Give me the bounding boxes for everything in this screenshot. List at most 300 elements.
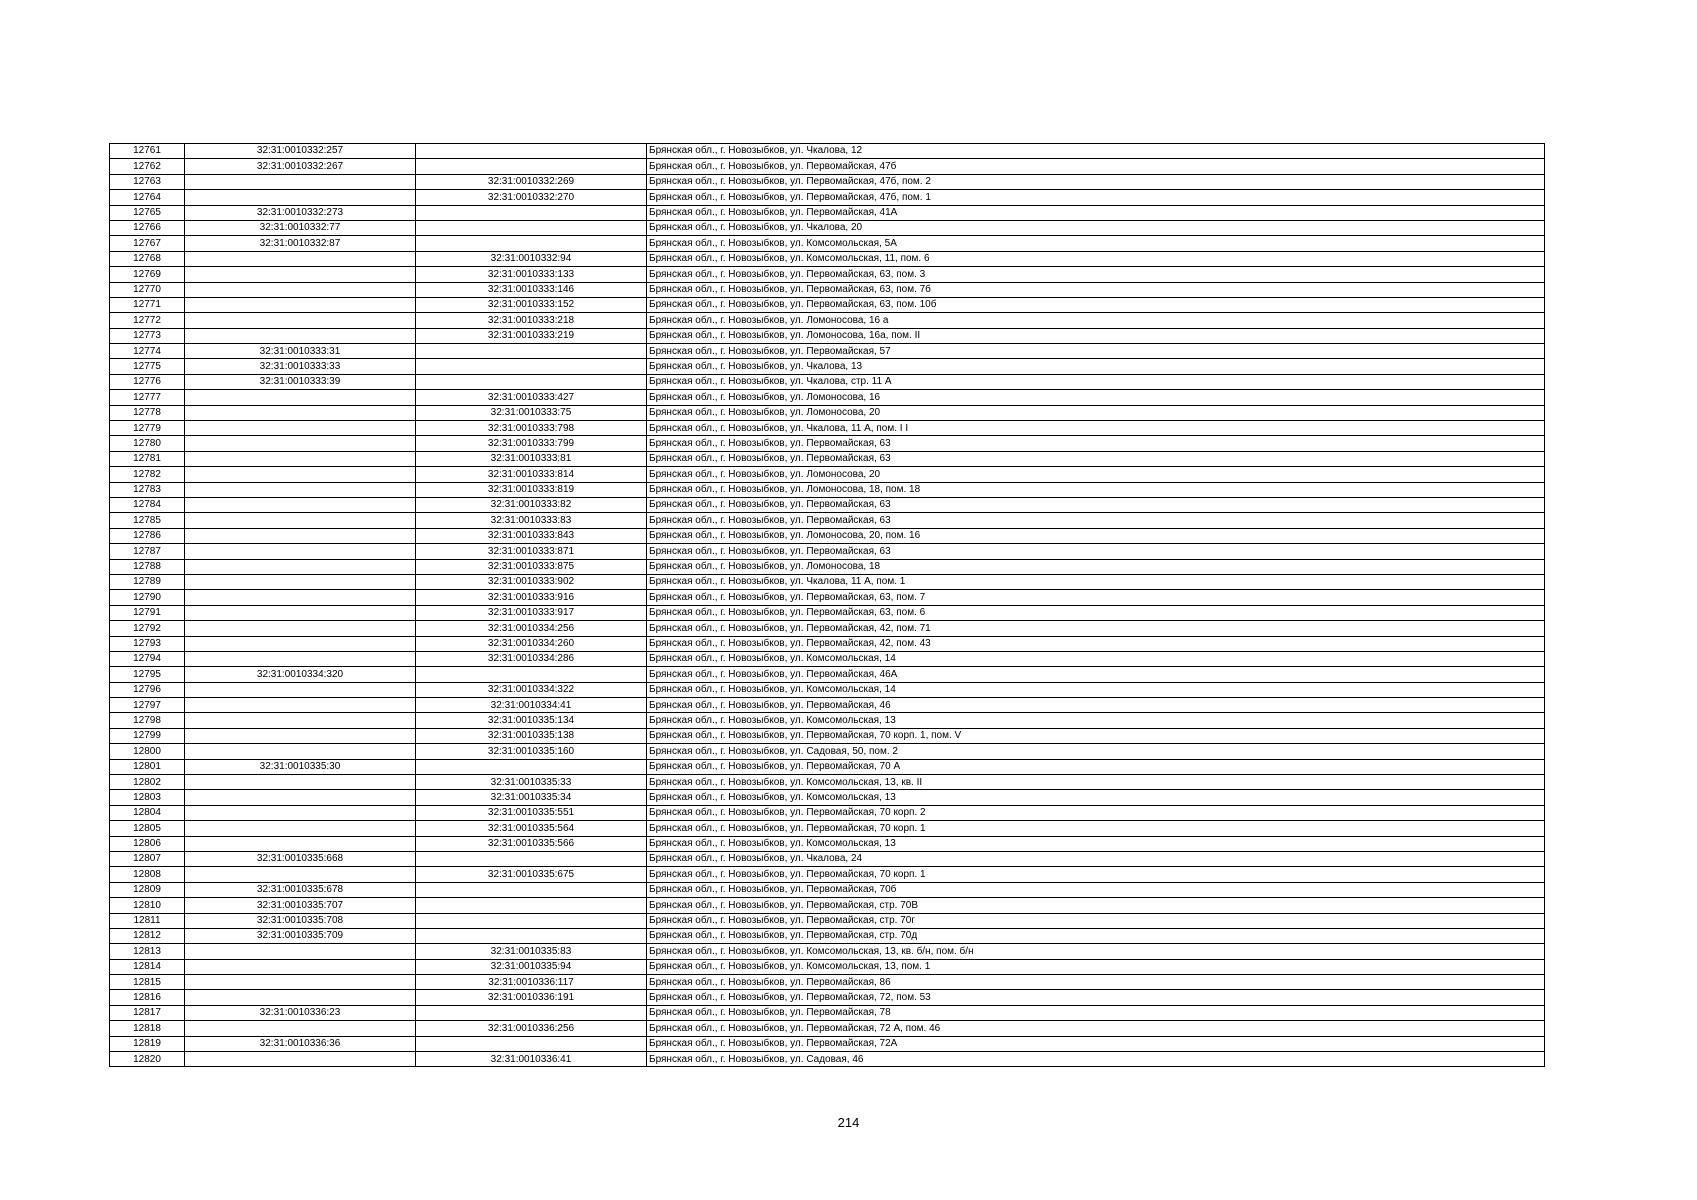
cadastral-number-cell: [185, 990, 416, 1005]
row-number-cell: 12816: [110, 990, 185, 1005]
row-number-cell: 12789: [110, 574, 185, 589]
cadastral-number-premises-cell: [416, 913, 647, 928]
table-row: [110, 513, 1545, 528]
row-number-cell: 12804: [110, 805, 185, 820]
cadastral-number-cell: [185, 174, 416, 189]
row-number-cell: 12770: [110, 282, 185, 297]
row-number-cell: 12780: [110, 436, 185, 451]
address-cell: Брянская обл., г. Новозыбков, ул. Комсомольская, 13, пом. 1: [647, 959, 1545, 974]
cadastral-number-premises-cell: [416, 144, 647, 159]
table-row: [110, 236, 1545, 251]
cadastral-number-cell: [185, 267, 416, 282]
address-cell: Брянская обл., г. Новозыбков, ул. Первомайская, 47б: [647, 159, 1545, 174]
table-row: [110, 190, 1545, 205]
table-row: [110, 944, 1545, 959]
table-row: [110, 990, 1545, 1005]
cadastral-number-cell: [185, 297, 416, 312]
table-row: [110, 390, 1545, 405]
row-number-cell: 12762: [110, 159, 185, 174]
address-cell: Брянская обл., г. Новозыбков, ул. Комсомольская, 5А: [647, 236, 1545, 251]
table-row: [110, 621, 1545, 636]
address-cell: Брянская обл., г. Новозыбков, ул. Ломоносова, 18: [647, 559, 1545, 574]
cadastral-number-premises-cell: 32:31:0010333:219: [416, 328, 647, 343]
address-cell: Брянская обл., г. Новозыбков, ул. Комсомольская, 11, пом. 6: [647, 251, 1545, 266]
address-cell: Брянская обл., г. Новозыбков, ул. Первомайская, 86: [647, 975, 1545, 990]
table-row: [110, 667, 1545, 682]
cadastral-number-premises-cell: 32:31:0010335:566: [416, 836, 647, 851]
address-cell: Брянская обл., г. Новозыбков, ул. Первомайская, 63, пом. 7: [647, 590, 1545, 605]
cadastral-number-premises-cell: 32:31:0010333:133: [416, 267, 647, 282]
table-row: [110, 174, 1545, 189]
cadastral-number-premises-cell: 32:31:0010333:843: [416, 528, 647, 543]
table-row: [110, 928, 1545, 943]
cadastral-number-cell: [185, 544, 416, 559]
cadastral-number-premises-cell: 32:31:0010335:33: [416, 775, 647, 790]
address-cell: Брянская обл., г. Новозыбков, ул. Первомайская, 63: [647, 513, 1545, 528]
table-row: [110, 636, 1545, 651]
cadastral-number-premises-cell: 32:31:0010333:819: [416, 482, 647, 497]
cadastral-number-premises-cell: 32:31:0010333:916: [416, 590, 647, 605]
address-cell: Брянская обл., г. Новозыбков, ул. Чкалова, стр. 11 А: [647, 374, 1545, 389]
cadastral-number-cell: [185, 251, 416, 266]
address-cell: Брянская обл., г. Новозыбков, ул. Первомайская, 63, пом. 6: [647, 605, 1545, 620]
address-cell: Брянская обл., г. Новозыбков, ул. Первомайская, 63: [647, 436, 1545, 451]
cadastral-number-cell: [185, 190, 416, 205]
row-number-cell: 12796: [110, 682, 185, 697]
cadastral-number-cell: [185, 405, 416, 420]
address-cell: Брянская обл., г. Новозыбков, ул. Первомайская, 70 корп. 1: [647, 867, 1545, 882]
address-cell: Брянская обл., г. Новозыбков, ул. Первомайская, стр. 70В: [647, 898, 1545, 913]
row-number-cell: 12786: [110, 528, 185, 543]
address-cell: Брянская обл., г. Новозыбков, ул. Чкалова, 11 А, пом. 1: [647, 574, 1545, 589]
table-row: [110, 959, 1545, 974]
row-number-cell: 12761: [110, 144, 185, 159]
table-row: [110, 405, 1545, 420]
cadastral-number-cell: [185, 282, 416, 297]
cadastral-number-premises-cell: 32:31:0010332:270: [416, 190, 647, 205]
row-number-cell: 12795: [110, 667, 185, 682]
cadastral-number-cell: [185, 790, 416, 805]
address-cell: Брянская обл., г. Новозыбков, ул. Первомайская, 72, пом. 53: [647, 990, 1545, 1005]
address-cell: Брянская обл., г. Новозыбков, ул. Первомайская, стр. 70г: [647, 913, 1545, 928]
cadastral-number-cell: 32:31:0010336:23: [185, 1005, 416, 1020]
table-row: [110, 775, 1545, 790]
address-cell: Брянская обл., г. Новозыбков, ул. Ломоносова, 20, пом. 16: [647, 528, 1545, 543]
address-cell: Брянская обл., г. Новозыбков, ул. Комсомольская, 13, кв. II: [647, 775, 1545, 790]
row-number-cell: 12774: [110, 344, 185, 359]
address-cell: Брянская обл., г. Новозыбков, ул. Первомайская, 41А: [647, 205, 1545, 220]
address-cell: Брянская обл., г. Новозыбков, ул. Чкалова, 11 А, пом. I I: [647, 421, 1545, 436]
address-cell: Брянская обл., г. Новозыбков, ул. Первомайская, 70 корп. 2: [647, 805, 1545, 820]
row-number-cell: 12785: [110, 513, 185, 528]
registry-table-body: [110, 144, 1545, 1067]
address-cell: Брянская обл., г. Новозыбков, ул. Первомайская, 63: [647, 544, 1545, 559]
cadastral-number-premises-cell: [416, 759, 647, 774]
cadastral-number-cell: [185, 1052, 416, 1067]
address-cell: Брянская обл., г. Новозыбков, ул. Первомайская, 46: [647, 698, 1545, 713]
address-cell: Брянская обл., г. Новозыбков, ул. Комсомольская, 13: [647, 713, 1545, 728]
address-cell: Брянская обл., г. Новозыбков, ул. Первомайская, 57: [647, 344, 1545, 359]
cadastral-number-cell: [185, 867, 416, 882]
table-row: [110, 482, 1545, 497]
cadastral-number-cell: [185, 636, 416, 651]
row-number-cell: 12810: [110, 898, 185, 913]
table-row: [110, 913, 1545, 928]
row-number-cell: 12787: [110, 544, 185, 559]
cadastral-number-cell: [185, 1021, 416, 1036]
cadastral-number-premises-cell: [416, 205, 647, 220]
cadastral-number-premises-cell: [416, 1005, 647, 1020]
cadastral-number-premises-cell: [416, 851, 647, 866]
table-row: [110, 559, 1545, 574]
table-row: [110, 344, 1545, 359]
page-number: 214: [837, 1115, 860, 1130]
table-row: [110, 975, 1545, 990]
cadastral-number-premises-cell: 32:31:0010333:814: [416, 467, 647, 482]
cadastral-number-cell: [185, 528, 416, 543]
cadastral-number-cell: [185, 513, 416, 528]
row-number-cell: 12811: [110, 913, 185, 928]
cadastral-number-premises-cell: 32:31:0010336:256: [416, 1021, 647, 1036]
table-row: [110, 1036, 1545, 1051]
cadastral-number-cell: [185, 775, 416, 790]
row-number-cell: 12794: [110, 651, 185, 666]
table-row: [110, 728, 1545, 743]
cadastral-number-premises-cell: 32:31:0010335:564: [416, 821, 647, 836]
cadastral-number-premises-cell: 32:31:0010335:160: [416, 744, 647, 759]
row-number-cell: 12775: [110, 359, 185, 374]
address-cell: Брянская обл., г. Новозыбков, ул. Первомайская, 63, пом. 3: [647, 267, 1545, 282]
cadastral-number-premises-cell: 32:31:0010333:82: [416, 497, 647, 512]
address-cell: Брянская обл., г. Новозыбков, ул. Садовая, 50, пом. 2: [647, 744, 1545, 759]
row-number-cell: 12773: [110, 328, 185, 343]
cadastral-number-cell: 32:31:0010333:33: [185, 359, 416, 374]
cadastral-number-premises-cell: [416, 220, 647, 235]
row-number-cell: 12814: [110, 959, 185, 974]
table-row: [110, 297, 1545, 312]
cadastral-number-cell: [185, 559, 416, 574]
row-number-cell: 12808: [110, 867, 185, 882]
row-number-cell: 12772: [110, 313, 185, 328]
address-cell: Брянская обл., г. Новозыбков, ул. Первомайская, 78: [647, 1005, 1545, 1020]
cadastral-number-premises-cell: 32:31:0010336:117: [416, 975, 647, 990]
address-cell: Брянская обл., г. Новозыбков, ул. Первомайская, 42, пом. 71: [647, 621, 1545, 636]
table-row: [110, 651, 1545, 666]
cadastral-number-cell: [185, 421, 416, 436]
address-cell: Брянская обл., г. Новозыбков, ул. Чкалова, 12: [647, 144, 1545, 159]
cadastral-number-premises-cell: 32:31:0010333:798: [416, 421, 647, 436]
cadastral-number-cell: [185, 328, 416, 343]
cadastral-number-cell: 32:31:0010332:267: [185, 159, 416, 174]
cadastral-number-premises-cell: 32:31:0010333:871: [416, 544, 647, 559]
address-cell: Брянская обл., г. Новозыбков, ул. Чкалова, 13: [647, 359, 1545, 374]
cadastral-number-cell: 32:31:0010334:320: [185, 667, 416, 682]
cadastral-number-cell: 32:31:0010335:709: [185, 928, 416, 943]
table-row: [110, 205, 1545, 220]
cadastral-number-premises-cell: 32:31:0010333:875: [416, 559, 647, 574]
cadastral-number-cell: [185, 682, 416, 697]
table-row: [110, 821, 1545, 836]
row-number-cell: 12771: [110, 297, 185, 312]
cadastral-number-cell: [185, 728, 416, 743]
cadastral-number-cell: 32:31:0010336:36: [185, 1036, 416, 1051]
address-cell: Брянская обл., г. Новозыбков, ул. Первомайская, стр. 70д: [647, 928, 1545, 943]
table-row: [110, 1021, 1545, 1036]
cadastral-number-cell: [185, 467, 416, 482]
row-number-cell: 12815: [110, 975, 185, 990]
address-cell: Брянская обл., г. Новозыбков, ул. Первомайская, 70б: [647, 882, 1545, 897]
row-number-cell: 12777: [110, 390, 185, 405]
row-number-cell: 12809: [110, 882, 185, 897]
table-row: [110, 1052, 1545, 1067]
cadastral-number-cell: 32:31:0010333:39: [185, 374, 416, 389]
table-row: [110, 682, 1545, 697]
row-number-cell: 12793: [110, 636, 185, 651]
cadastral-number-premises-cell: [416, 159, 647, 174]
cadastral-number-cell: 32:31:0010335:668: [185, 851, 416, 866]
row-number-cell: 12790: [110, 590, 185, 605]
address-cell: Брянская обл., г. Новозыбков, ул. Первомайская, 70 корп. 1, пом. V: [647, 728, 1545, 743]
cadastral-number-premises-cell: [416, 1036, 647, 1051]
cadastral-number-cell: [185, 574, 416, 589]
row-number-cell: 12813: [110, 944, 185, 959]
table-row: [110, 313, 1545, 328]
cadastral-number-premises-cell: [416, 667, 647, 682]
row-number-cell: 12798: [110, 713, 185, 728]
table-row: [110, 574, 1545, 589]
cadastral-number-premises-cell: 32:31:0010333:152: [416, 297, 647, 312]
address-cell: Брянская обл., г. Новозыбков, ул. Первомайская, 47б, пом. 2: [647, 174, 1545, 189]
table-row: [110, 328, 1545, 343]
cadastral-number-premises-cell: 32:31:0010334:322: [416, 682, 647, 697]
cadastral-number-cell: 32:31:0010335:707: [185, 898, 416, 913]
row-number-cell: 12791: [110, 605, 185, 620]
row-number-cell: 12800: [110, 744, 185, 759]
address-cell: Брянская обл., г. Новозыбков, ул. Первомайская, 63, пом. 7б: [647, 282, 1545, 297]
address-cell: Брянская обл., г. Новозыбков, ул. Ломоносова, 16а, пом. II: [647, 328, 1545, 343]
table-row: [110, 882, 1545, 897]
cadastral-number-cell: 32:31:0010332:77: [185, 220, 416, 235]
row-number-cell: 12805: [110, 821, 185, 836]
address-cell: Брянская обл., г. Новозыбков, ул. Первомайская, 42, пом. 43: [647, 636, 1545, 651]
cadastral-number-premises-cell: [416, 898, 647, 913]
cadastral-number-cell: [185, 805, 416, 820]
row-number-cell: 12784: [110, 497, 185, 512]
table-row: [110, 836, 1545, 851]
cadastral-number-premises-cell: 32:31:0010336:191: [416, 990, 647, 1005]
cadastral-number-premises-cell: 32:31:0010333:799: [416, 436, 647, 451]
cadastral-number-premises-cell: 32:31:0010335:138: [416, 728, 647, 743]
table-row: [110, 421, 1545, 436]
cadastral-number-cell: [185, 836, 416, 851]
cadastral-number-cell: [185, 621, 416, 636]
cadastral-number-premises-cell: 32:31:0010335:34: [416, 790, 647, 805]
row-number-cell: 12819: [110, 1036, 185, 1051]
cadastral-number-cell: [185, 482, 416, 497]
address-cell: Брянская обл., г. Новозыбков, ул. Комсомольская, 13: [647, 836, 1545, 851]
cadastral-number-premises-cell: 32:31:0010336:41: [416, 1052, 647, 1067]
cadastral-number-cell: [185, 313, 416, 328]
cadastral-number-cell: [185, 959, 416, 974]
row-number-cell: 12807: [110, 851, 185, 866]
table-row: [110, 544, 1545, 559]
cadastral-number-cell: [185, 713, 416, 728]
address-cell: Брянская обл., г. Новозыбков, ул. Чкалова, 20: [647, 220, 1545, 235]
table-row: [110, 497, 1545, 512]
table-row: [110, 144, 1545, 159]
address-cell: Брянская обл., г. Новозыбков, ул. Первомайская, 72 А, пом. 46: [647, 1021, 1545, 1036]
cadastral-number-premises-cell: 32:31:0010333:146: [416, 282, 647, 297]
cadastral-number-premises-cell: 32:31:0010333:83: [416, 513, 647, 528]
cadastral-number-cell: [185, 436, 416, 451]
cadastral-number-cell: 32:31:0010332:257: [185, 144, 416, 159]
table-row: [110, 867, 1545, 882]
table-row: [110, 744, 1545, 759]
cadastral-number-cell: [185, 821, 416, 836]
row-number-cell: 12818: [110, 1021, 185, 1036]
table-row: [110, 605, 1545, 620]
table-row: [110, 713, 1545, 728]
address-cell: Брянская обл., г. Новозыбков, ул. Ломоносова, 16: [647, 390, 1545, 405]
row-number-cell: 12820: [110, 1052, 185, 1067]
cadastral-number-premises-cell: 32:31:0010335:551: [416, 805, 647, 820]
row-number-cell: 12803: [110, 790, 185, 805]
table-row: [110, 698, 1545, 713]
cadastral-number-cell: 32:31:0010335:30: [185, 759, 416, 774]
row-number-cell: 12806: [110, 836, 185, 851]
address-cell: Брянская обл., г. Новозыбков, ул. Комсомольская, 14: [647, 651, 1545, 666]
row-number-cell: 12788: [110, 559, 185, 574]
row-number-cell: 12779: [110, 421, 185, 436]
cadastral-number-premises-cell: 32:31:0010335:83: [416, 944, 647, 959]
cadastral-number-cell: [185, 944, 416, 959]
address-cell: Брянская обл., г. Новозыбков, ул. Комсомольская, 13, кв. б/н, пом. б/н: [647, 944, 1545, 959]
cadastral-number-premises-cell: 32:31:0010333:902: [416, 574, 647, 589]
table-row: [110, 805, 1545, 820]
cadastral-number-cell: [185, 975, 416, 990]
address-cell: Брянская обл., г. Новозыбков, ул. Первомайская, 63: [647, 497, 1545, 512]
cadastral-number-cell: [185, 451, 416, 466]
table-row: [110, 159, 1545, 174]
address-cell: Брянская обл., г. Новозыбков, ул. Чкалова, 24: [647, 851, 1545, 866]
table-row: [110, 790, 1545, 805]
row-number-cell: 12765: [110, 205, 185, 220]
cadastral-number-cell: 32:31:0010335:678: [185, 882, 416, 897]
cadastral-number-cell: 32:31:0010332:87: [185, 236, 416, 251]
table-row: [110, 467, 1545, 482]
table-row: [110, 898, 1545, 913]
cadastral-number-premises-cell: 32:31:0010333:427: [416, 390, 647, 405]
cadastral-number-cell: [185, 698, 416, 713]
cadastral-number-premises-cell: [416, 928, 647, 943]
cadastral-number-premises-cell: 32:31:0010332:269: [416, 174, 647, 189]
row-number-cell: 12782: [110, 467, 185, 482]
cadastral-number-cell: [185, 651, 416, 666]
cadastral-number-premises-cell: 32:31:0010334:260: [416, 636, 647, 651]
table-row: [110, 251, 1545, 266]
table-row: [110, 851, 1545, 866]
address-cell: Брянская обл., г. Новозыбков, ул. Первомайская, 47б, пом. 1: [647, 190, 1545, 205]
cadastral-number-premises-cell: [416, 236, 647, 251]
table-row: [110, 220, 1545, 235]
address-cell: Брянская обл., г. Новозыбков, ул. Первомайская, 63, пом. 10б: [647, 297, 1545, 312]
cadastral-number-premises-cell: 32:31:0010334:286: [416, 651, 647, 666]
cadastral-number-premises-cell: 32:31:0010333:218: [416, 313, 647, 328]
cadastral-number-premises-cell: [416, 374, 647, 389]
address-cell: Брянская обл., г. Новозыбков, ул. Ломоносова, 18, пом. 18: [647, 482, 1545, 497]
cadastral-number-premises-cell: 32:31:0010335:675: [416, 867, 647, 882]
cadastral-number-premises-cell: 32:31:0010334:41: [416, 698, 647, 713]
cadastral-number-premises-cell: 32:31:0010333:917: [416, 605, 647, 620]
cadastral-number-premises-cell: 32:31:0010333:81: [416, 451, 647, 466]
cadastral-number-premises-cell: [416, 344, 647, 359]
row-number-cell: 12817: [110, 1005, 185, 1020]
table-row: [110, 528, 1545, 543]
row-number-cell: 12802: [110, 775, 185, 790]
cadastral-number-premises-cell: 32:31:0010333:75: [416, 405, 647, 420]
address-cell: Брянская обл., г. Новозыбков, ул. Ломоносова, 20: [647, 405, 1545, 420]
row-number-cell: 12792: [110, 621, 185, 636]
table-row: [110, 436, 1545, 451]
address-cell: Брянская обл., г. Новозыбков, ул. Комсомольская, 13: [647, 790, 1545, 805]
table-row: [110, 374, 1545, 389]
row-number-cell: 12764: [110, 190, 185, 205]
cadastral-number-premises-cell: 32:31:0010335:134: [416, 713, 647, 728]
table-row: [110, 590, 1545, 605]
table-row: [110, 267, 1545, 282]
cadastral-number-premises-cell: [416, 882, 647, 897]
cadastral-number-cell: [185, 744, 416, 759]
address-cell: Брянская обл., г. Новозыбков, ул. Первомайская, 70 корп. 1: [647, 821, 1545, 836]
address-cell: Брянская обл., г. Новозыбков, ул. Ломоносова, 16 а: [647, 313, 1545, 328]
row-number-cell: 12797: [110, 698, 185, 713]
row-number-cell: 12767: [110, 236, 185, 251]
address-cell: Брянская обл., г. Новозыбков, ул. Первомайская, 46А: [647, 667, 1545, 682]
cadastral-number-cell: 32:31:0010335:708: [185, 913, 416, 928]
cadastral-number-cell: 32:31:0010332:273: [185, 205, 416, 220]
cadastral-number-cell: [185, 390, 416, 405]
row-number-cell: 12799: [110, 728, 185, 743]
address-cell: Брянская обл., г. Новозыбков, ул. Садовая, 46: [647, 1052, 1545, 1067]
cadastral-number-cell: [185, 605, 416, 620]
address-cell: Брянская обл., г. Новозыбков, ул. Комсомольская, 14: [647, 682, 1545, 697]
registry-table: [109, 143, 1545, 1067]
address-cell: Брянская обл., г. Новозыбков, ул. Первомайская, 63: [647, 451, 1545, 466]
cadastral-number-premises-cell: 32:31:0010335:94: [416, 959, 647, 974]
table-row: [110, 282, 1545, 297]
row-number-cell: 12769: [110, 267, 185, 282]
table-row: [110, 1005, 1545, 1020]
cadastral-number-cell: [185, 590, 416, 605]
row-number-cell: 12781: [110, 451, 185, 466]
address-cell: Брянская обл., г. Новозыбков, ул. Первомайская, 72А: [647, 1036, 1545, 1051]
cadastral-number-premises-cell: 32:31:0010334:256: [416, 621, 647, 636]
cadastral-number-premises-cell: [416, 359, 647, 374]
row-number-cell: 12763: [110, 174, 185, 189]
address-cell: Брянская обл., г. Новозыбков, ул. Первомайская, 70 А: [647, 759, 1545, 774]
row-number-cell: 12778: [110, 405, 185, 420]
table-row: [110, 759, 1545, 774]
row-number-cell: 12776: [110, 374, 185, 389]
table-row: [110, 451, 1545, 466]
row-number-cell: 12801: [110, 759, 185, 774]
row-number-cell: 12783: [110, 482, 185, 497]
cadastral-number-premises-cell: 32:31:0010332:94: [416, 251, 647, 266]
row-number-cell: 12812: [110, 928, 185, 943]
cadastral-number-cell: 32:31:0010333:31: [185, 344, 416, 359]
row-number-cell: 12768: [110, 251, 185, 266]
row-number-cell: 12766: [110, 220, 185, 235]
